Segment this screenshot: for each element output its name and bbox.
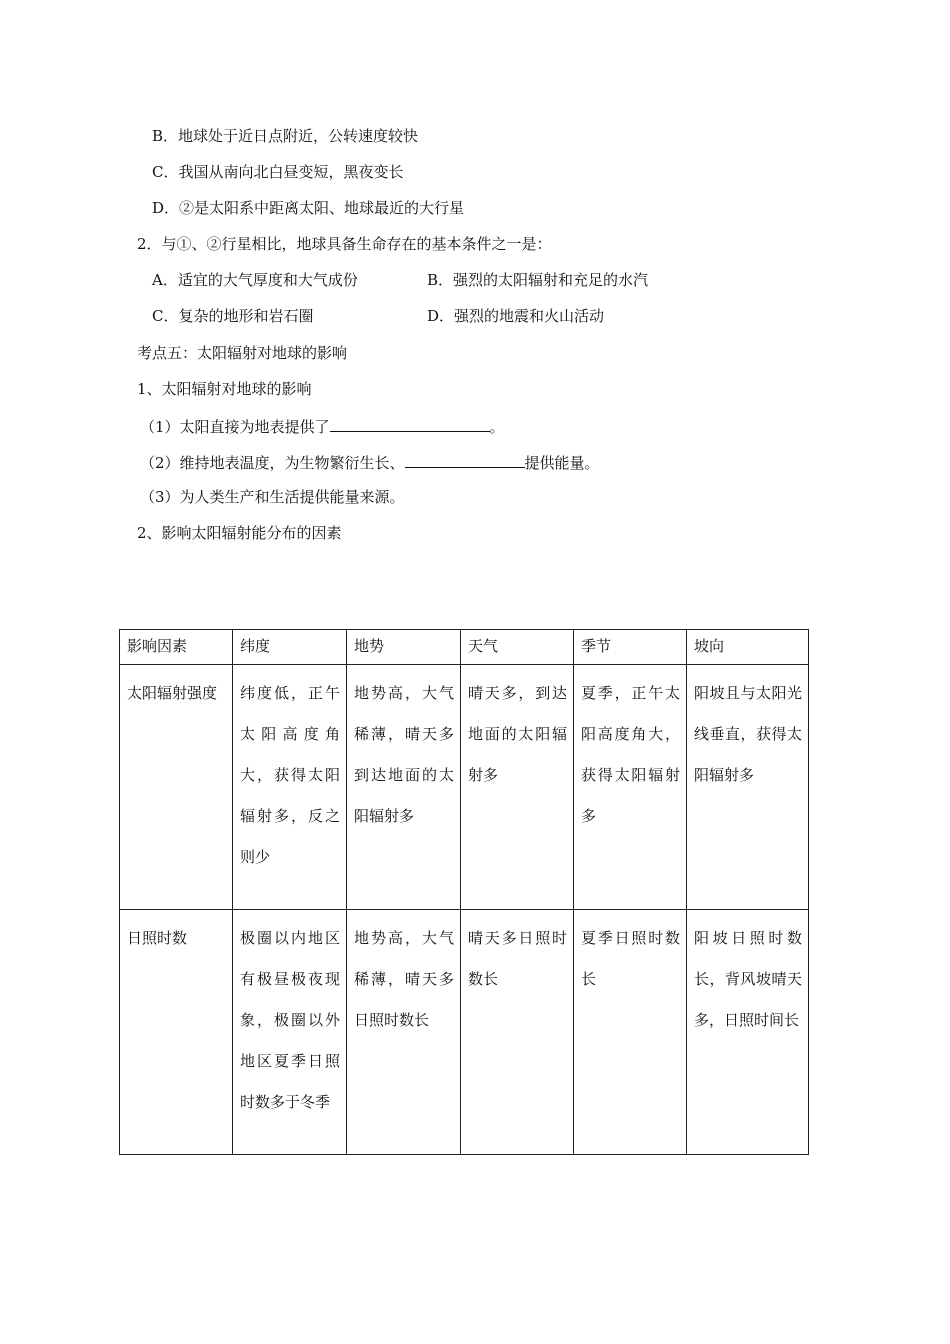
fill-blank-1[interactable]: [330, 415, 490, 432]
factor-table: [119, 629, 809, 1155]
option-2b: B．强烈的太阳辐射和充足的水汽: [427, 271, 649, 289]
table-cell: 晴天多，到达地面的太阳辐射多: [461, 665, 574, 910]
header-cell: 纬度: [233, 630, 347, 665]
table-cell: 晴天多日照时数长: [461, 910, 574, 1155]
option-2a: A．适宜的大气厚度和大气成份: [152, 271, 358, 289]
header-cell: 天气: [461, 630, 574, 665]
option-1c: C．我国从南向北白昼变短，黑夜变长: [152, 163, 404, 181]
heading-2: 2、影响太阳辐射能分布的因素: [137, 524, 342, 542]
header-cell: 地势: [347, 630, 461, 665]
option-2c: C．复杂的地形和岩石圈: [152, 307, 314, 325]
table-cell: 极圈以内地区有极昼极夜现象，极圈以外地区夏季日照时数多于冬季: [233, 910, 347, 1155]
option-1d: D．②是太阳系中距离太阳、地球最近的大行星: [152, 199, 465, 217]
table-cell: 地势高，大气稀薄，晴天多到达地面的太阳辐射多: [347, 665, 461, 910]
heading-1: 1、太阳辐射对地球的影响: [137, 380, 312, 398]
header-cell: 季节: [574, 630, 687, 665]
table-cell: 太阳辐射强度: [120, 665, 233, 910]
option-2d: D．强烈的地震和火山活动: [427, 307, 605, 325]
item-2: [140, 451, 600, 473]
table-cell: 阳坡且与太阳光线垂直，获得太阳辐射多: [687, 665, 809, 910]
item-2-text: （2）维持地表温度，为生物繁衍生长、: [140, 454, 405, 472]
table-header-row: [120, 630, 809, 665]
table-cell: 地势高，大气稀薄，晴天多日照时数长: [347, 910, 461, 1155]
header-cell: 影响因素: [120, 630, 233, 665]
table-row: [120, 910, 809, 1155]
table-row: [120, 665, 809, 910]
item-2-end: 提供能量。: [524, 454, 600, 472]
option-1b: B．地球处于近日点附近，公转速度较快: [152, 127, 419, 145]
item-1: [140, 415, 505, 437]
section-title: 考点五：太阳辐射对地球的影响: [137, 344, 348, 362]
header-cell: 坡向: [687, 630, 809, 665]
item-3: （3）为人类生产和生活提供能量来源。: [140, 488, 405, 506]
item-1-text: （1）太阳直接为地表提供了: [140, 418, 330, 436]
question-2-stem: 2．与①、②行星相比，地球具备生命存在的基本条件之一是：: [137, 235, 552, 253]
table-cell: 夏季，正午太阳高度角大，获得太阳辐射多: [574, 665, 687, 910]
fill-blank-2[interactable]: [405, 451, 525, 468]
table-cell: 夏季日照时数长: [574, 910, 687, 1155]
table-cell: 阳坡日照时数长，背风坡晴天多，日照时间长: [687, 910, 809, 1155]
item-1-end: 。: [489, 418, 505, 436]
table-cell: 日照时数: [120, 910, 233, 1155]
table-cell: 纬度低，正午太阳高度角大，获得太阳辐射多，反之则少: [233, 665, 347, 910]
